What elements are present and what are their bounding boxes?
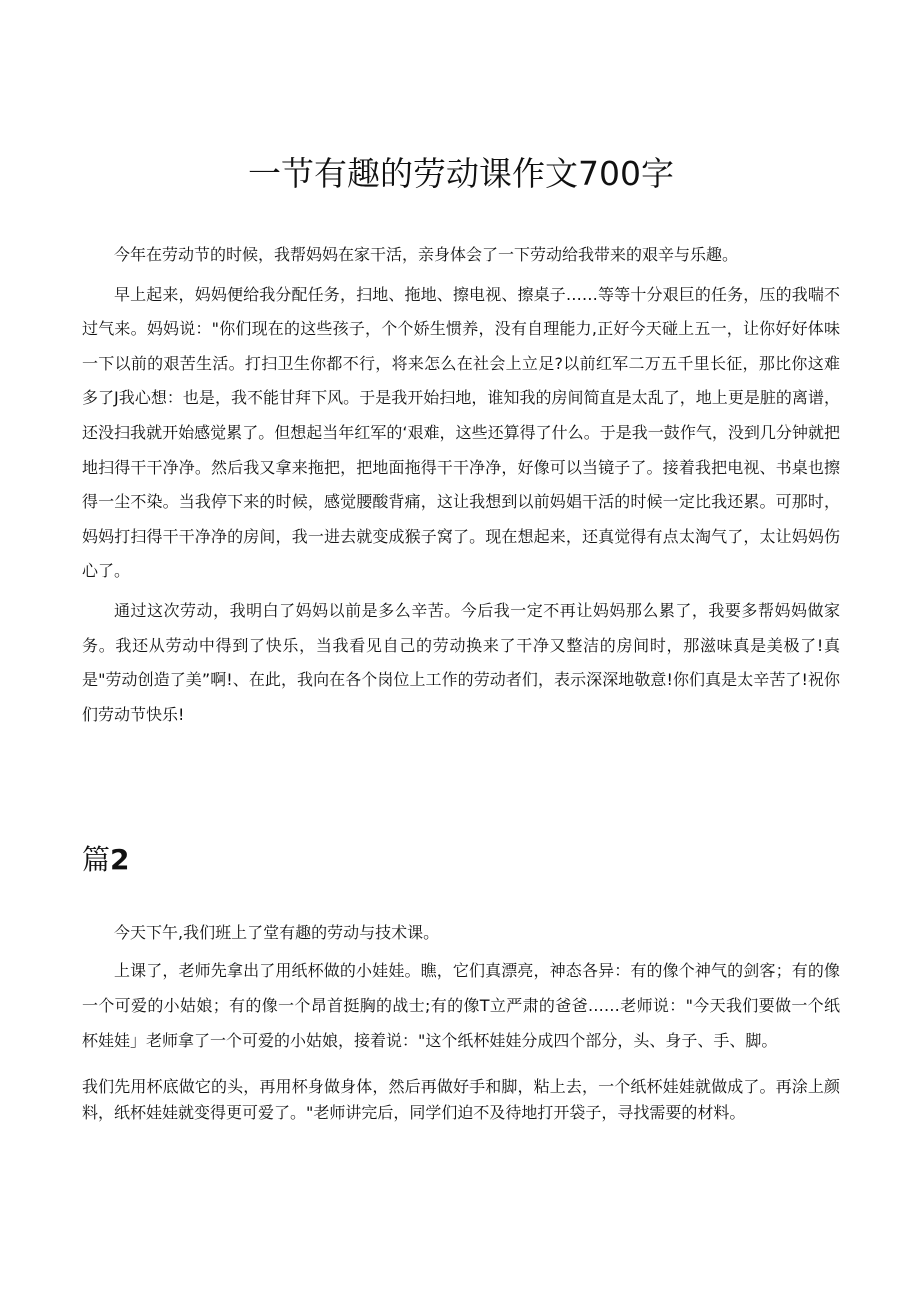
paragraph: 通过这次劳动，我明白了妈妈以前是多么辛苦。今后我一定不再让妈妈那么累了，我要多帮妈妈做家务。我还从劳动中得到了快乐，当我看见自己的劳动换来了干净又整洁的房间时，那滋味真是美极了!真是"劳动创造了美”啊!、在此，我向在各个岗位上工作的劳动者们，表示深深地敬意!你们真是太辛苦了!祝你们劳动节快乐! bbox=[82, 600, 840, 724]
section-heading-prefix: 篇 bbox=[82, 843, 111, 876]
essay-section-2 bbox=[82, 915, 840, 1126]
essay-section-1 bbox=[82, 238, 840, 737]
paragraph: 今年在劳动节的时候，我帮妈妈在家干活，亲身体会了一下劳动给我带来的艰辛与乐趣。 bbox=[114, 245, 739, 264]
section-heading-number: 2 bbox=[110, 843, 130, 876]
paragraph: 上课了，老师先拿出了用纸杯做的小娃娃。瞧，它们真漂亮，神态各异：有的像个神气的剑客；有的像一个可爱的小姑娘；有的像一个昂首挺胸的战士;有的像T立严肃的爸爸……老师说："今天我们要做一个纸杯娃娃」老师拿了一个可爱的小姑娘，接着说："这个纸杯娃娃分成四个部分，头、身子、手、脚。 bbox=[82, 961, 840, 1050]
document-title: 一节有趣的劳动课作文700字 bbox=[248, 154, 674, 193]
section-heading bbox=[82, 838, 130, 878]
paragraph: 早上起来，妈妈便给我分配任务，扫地、拖地、擦电视、擦桌子……等等十分艰巨的任务，压的我喘不过气来。妈妈说："你们现在的这些孩子，个个娇生惯养，没有自理能力,正好今天碰上五一，让你好好体味一下以前的艰苦生活。打扫卫生你都不行，将来怎么在社会上立足?以前红军二万五千里长征，那比你这难多了J我心想：也是，我不能甘拜下风。于是我开始扫地，谁知我的房间简直是太乱了，地上更是脏的离谱，还没扫我就开始感觉累了。但想起当年红军的‘艰难，这些还算得了什么。于是我一鼓作气，没到几分钟就把地扫得干干净净。然后我又拿来拖把，把地面拖得干干净净，好像可以当镜子了。接着我把电视、书桌也擦得一尘不染。当我停下来的时候，感觉腰酸背痛，这让我想到以前妈娼干活的时候一定比我还累。可那时，妈妈打扫得干干净净的房间，我一进去就变成猴子窝了。现在想起来，还真觉得有点太淘气了，太让妈妈伤心了。 bbox=[82, 284, 840, 581]
paragraph: 今天下午,我们班上了堂有趣的劳动与技术课。 bbox=[114, 923, 440, 942]
paragraph: 我们先用杯底做它的头，再用杯身做身体，然后再做好手和脚，粘上去，一个纸杯娃娃就做成了。再涂上颜料，纸杯娃娃就变得更可爱了。"老师讲完后，同学们迫不及待地打开袋子，寻找需要的材料。 bbox=[82, 1077, 840, 1122]
